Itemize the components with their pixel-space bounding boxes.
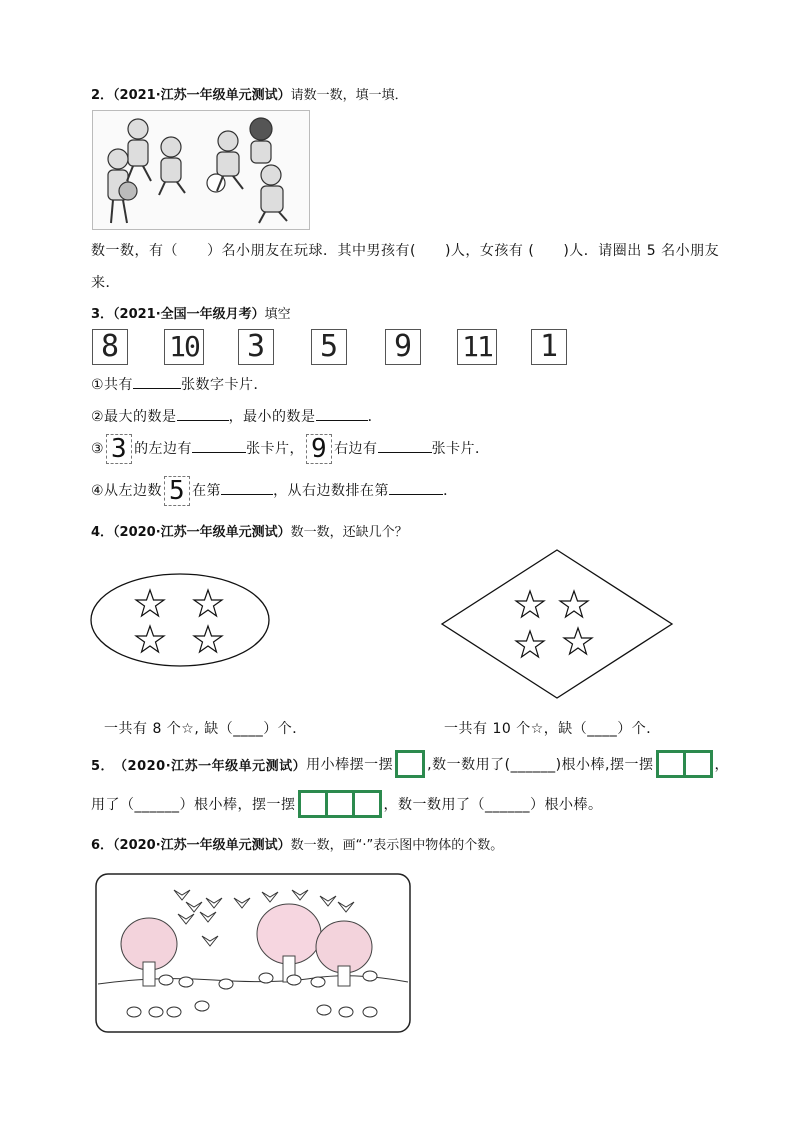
q3-sub3-text-c: 张卡片，	[246, 441, 305, 457]
q5-text-4: 用了（______）根小棒，摆一摆	[91, 797, 296, 813]
q3-sub4-text-b: 在第	[192, 483, 222, 499]
answer-blank[interactable]	[378, 452, 432, 453]
q4-prompt: 数一数，还缺几个？	[290, 525, 408, 540]
mini-number-card: 3	[106, 434, 132, 464]
q2-number: 2．	[91, 88, 114, 103]
number-card: 1	[531, 329, 567, 365]
q2-question-line1: 数一数，有（ ）名小朋友在玩球．其中男孩有( )人，女孩有 ( )人．请圈出 5 名小朋友	[91, 243, 720, 259]
oval-shape	[91, 574, 269, 666]
q5-text-5: ，数一数用了（______）根小棒。	[383, 797, 603, 813]
q3-sub3	[91, 434, 490, 464]
star-icon	[136, 626, 164, 652]
q3-sub2	[91, 406, 382, 426]
q6-prompt: 数一数，画“·”表示图中物体的个数。	[290, 838, 504, 853]
children-playing-ball-picture	[92, 110, 310, 230]
q6-number: 6．	[91, 838, 114, 853]
birds-trees-rabbits-picture	[94, 872, 412, 1034]
mini-number-card: 9	[306, 434, 332, 464]
number-card: 10	[164, 329, 204, 365]
q3-sub3-text-a: ③	[91, 441, 105, 457]
mini-number-card: 5	[164, 476, 190, 506]
star-icon	[194, 626, 222, 652]
q3-sub4	[91, 476, 458, 506]
children-illustration	[93, 111, 309, 229]
q5-line2	[91, 790, 603, 818]
number-card: 11	[457, 329, 497, 365]
star-icon	[516, 591, 544, 617]
q3-header	[91, 303, 291, 322]
q5-text-3: ，	[714, 757, 729, 773]
q5-number: 5．	[91, 758, 115, 774]
number-card: 5	[311, 329, 347, 365]
q4-source: （2020·江苏一年级单元测试）	[113, 525, 291, 540]
q2-prompt: 请数一数，填一填．	[290, 88, 408, 103]
q3-prompt: 填空	[264, 307, 291, 322]
star-icon	[194, 590, 222, 616]
q4-number: 4．	[91, 525, 114, 540]
q5-source: （2020·江苏一年级单元测试）	[114, 758, 307, 774]
q3-sub1	[91, 374, 268, 394]
q3-sub2-text-a: ②最大的数是	[91, 409, 177, 425]
q3-sub3-text-e: 张卡片．	[431, 441, 490, 457]
diamond-star-group	[440, 548, 674, 700]
q3-sub1-text-b: 张数字卡片．	[181, 377, 269, 393]
q5-text-2: ,数一数用了(______)根小棒,摆一摆	[427, 757, 654, 773]
answer-blank[interactable]	[316, 420, 368, 421]
q3-number: 3．	[91, 307, 114, 322]
q4-header	[91, 521, 408, 540]
stick-square-one	[395, 750, 425, 778]
q3-sub4-text-d: ．	[443, 483, 458, 499]
q3-sub3-text-d: 右边有	[334, 441, 378, 457]
q5-line1	[91, 750, 729, 778]
stick-squares-three	[298, 790, 382, 818]
answer-blank[interactable]	[192, 452, 246, 453]
answer-blank[interactable]	[389, 494, 443, 495]
q3-sub4-text-c: ，从右边数排在第	[273, 483, 390, 499]
q3-sub1-text-a: ①共有	[91, 377, 134, 393]
diamond-shape	[442, 550, 672, 698]
q3-sub3-text-b: 的左边有	[134, 441, 193, 457]
star-icon	[564, 628, 592, 654]
q3-sub4-text-a: ④从左边数	[91, 483, 163, 499]
number-card: 9	[385, 329, 421, 365]
answer-blank[interactable]	[177, 420, 229, 421]
answer-blank[interactable]	[133, 388, 181, 389]
q2-source: （2021·江苏一年级单元测试）	[113, 88, 291, 103]
q4-left-caption: 一共有 8 个☆, 缺（____）个．	[104, 721, 307, 737]
q6-source: （2020·江苏一年级单元测试）	[113, 838, 291, 853]
answer-blank[interactable]	[221, 494, 273, 495]
q3-sub2-text-b: ，最小的数是	[228, 409, 316, 425]
q5-text-1: 用小棒摆一摆	[306, 757, 394, 773]
number-card: 3	[238, 329, 274, 365]
q3-source: （2021·全国一年级月考）	[113, 307, 265, 322]
stick-squares-two	[656, 750, 713, 778]
number-card: 8	[92, 329, 128, 365]
oval-star-group	[88, 570, 272, 670]
q2-header	[91, 84, 408, 103]
star-icon	[136, 590, 164, 616]
q2-question-line2: 来．	[91, 275, 120, 291]
star-icon	[560, 591, 588, 617]
q6-header	[91, 834, 503, 853]
q4-right-caption: 一共有 10 个☆，缺（____）个．	[444, 721, 661, 737]
star-icon	[516, 631, 544, 657]
q3-sub2-text-c: ．	[367, 409, 383, 425]
